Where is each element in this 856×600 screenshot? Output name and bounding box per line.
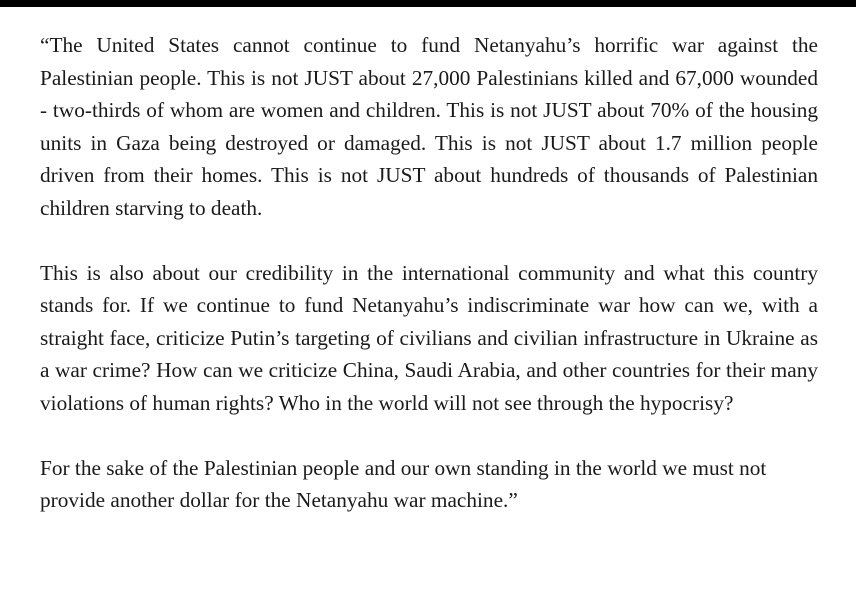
top-border	[0, 0, 856, 7]
paragraph-1: “The United States cannot continue to fund Netanyahu’s horrific war against the Palestinian people. This is not JUST about 27,000 Palestinians killed and 67,000 wounded - two-thirds of whom are women and children. This is not JUST about 70% of the housing units in Gaza being destroyed or damaged. This is not JUST about 1.7 million people driven from their homes. This is not JUST about hundreds of thousands of Palestinian children starving to death.	[40, 33, 818, 220]
paragraph-2: This is also about our credibility in the international community and what this country stands for. If we continue to fund Netanyahu’s indiscriminate war how can we, with a straight face, criticize Putin’s targeting of civilians and civilian infrastructure in Ukraine as a war crime? How can we criticize China, Saudi Arabia, and other countries for their many violations of human rights? Who in the world will not see through the hypocrisy?	[40, 260, 818, 415]
quote-text	[40, 29, 818, 517]
paragraph-3: For the sake of the Palestinian people and our own standing in the world we must not provide another dollar for the Netanyahu war machine.”	[40, 455, 767, 512]
